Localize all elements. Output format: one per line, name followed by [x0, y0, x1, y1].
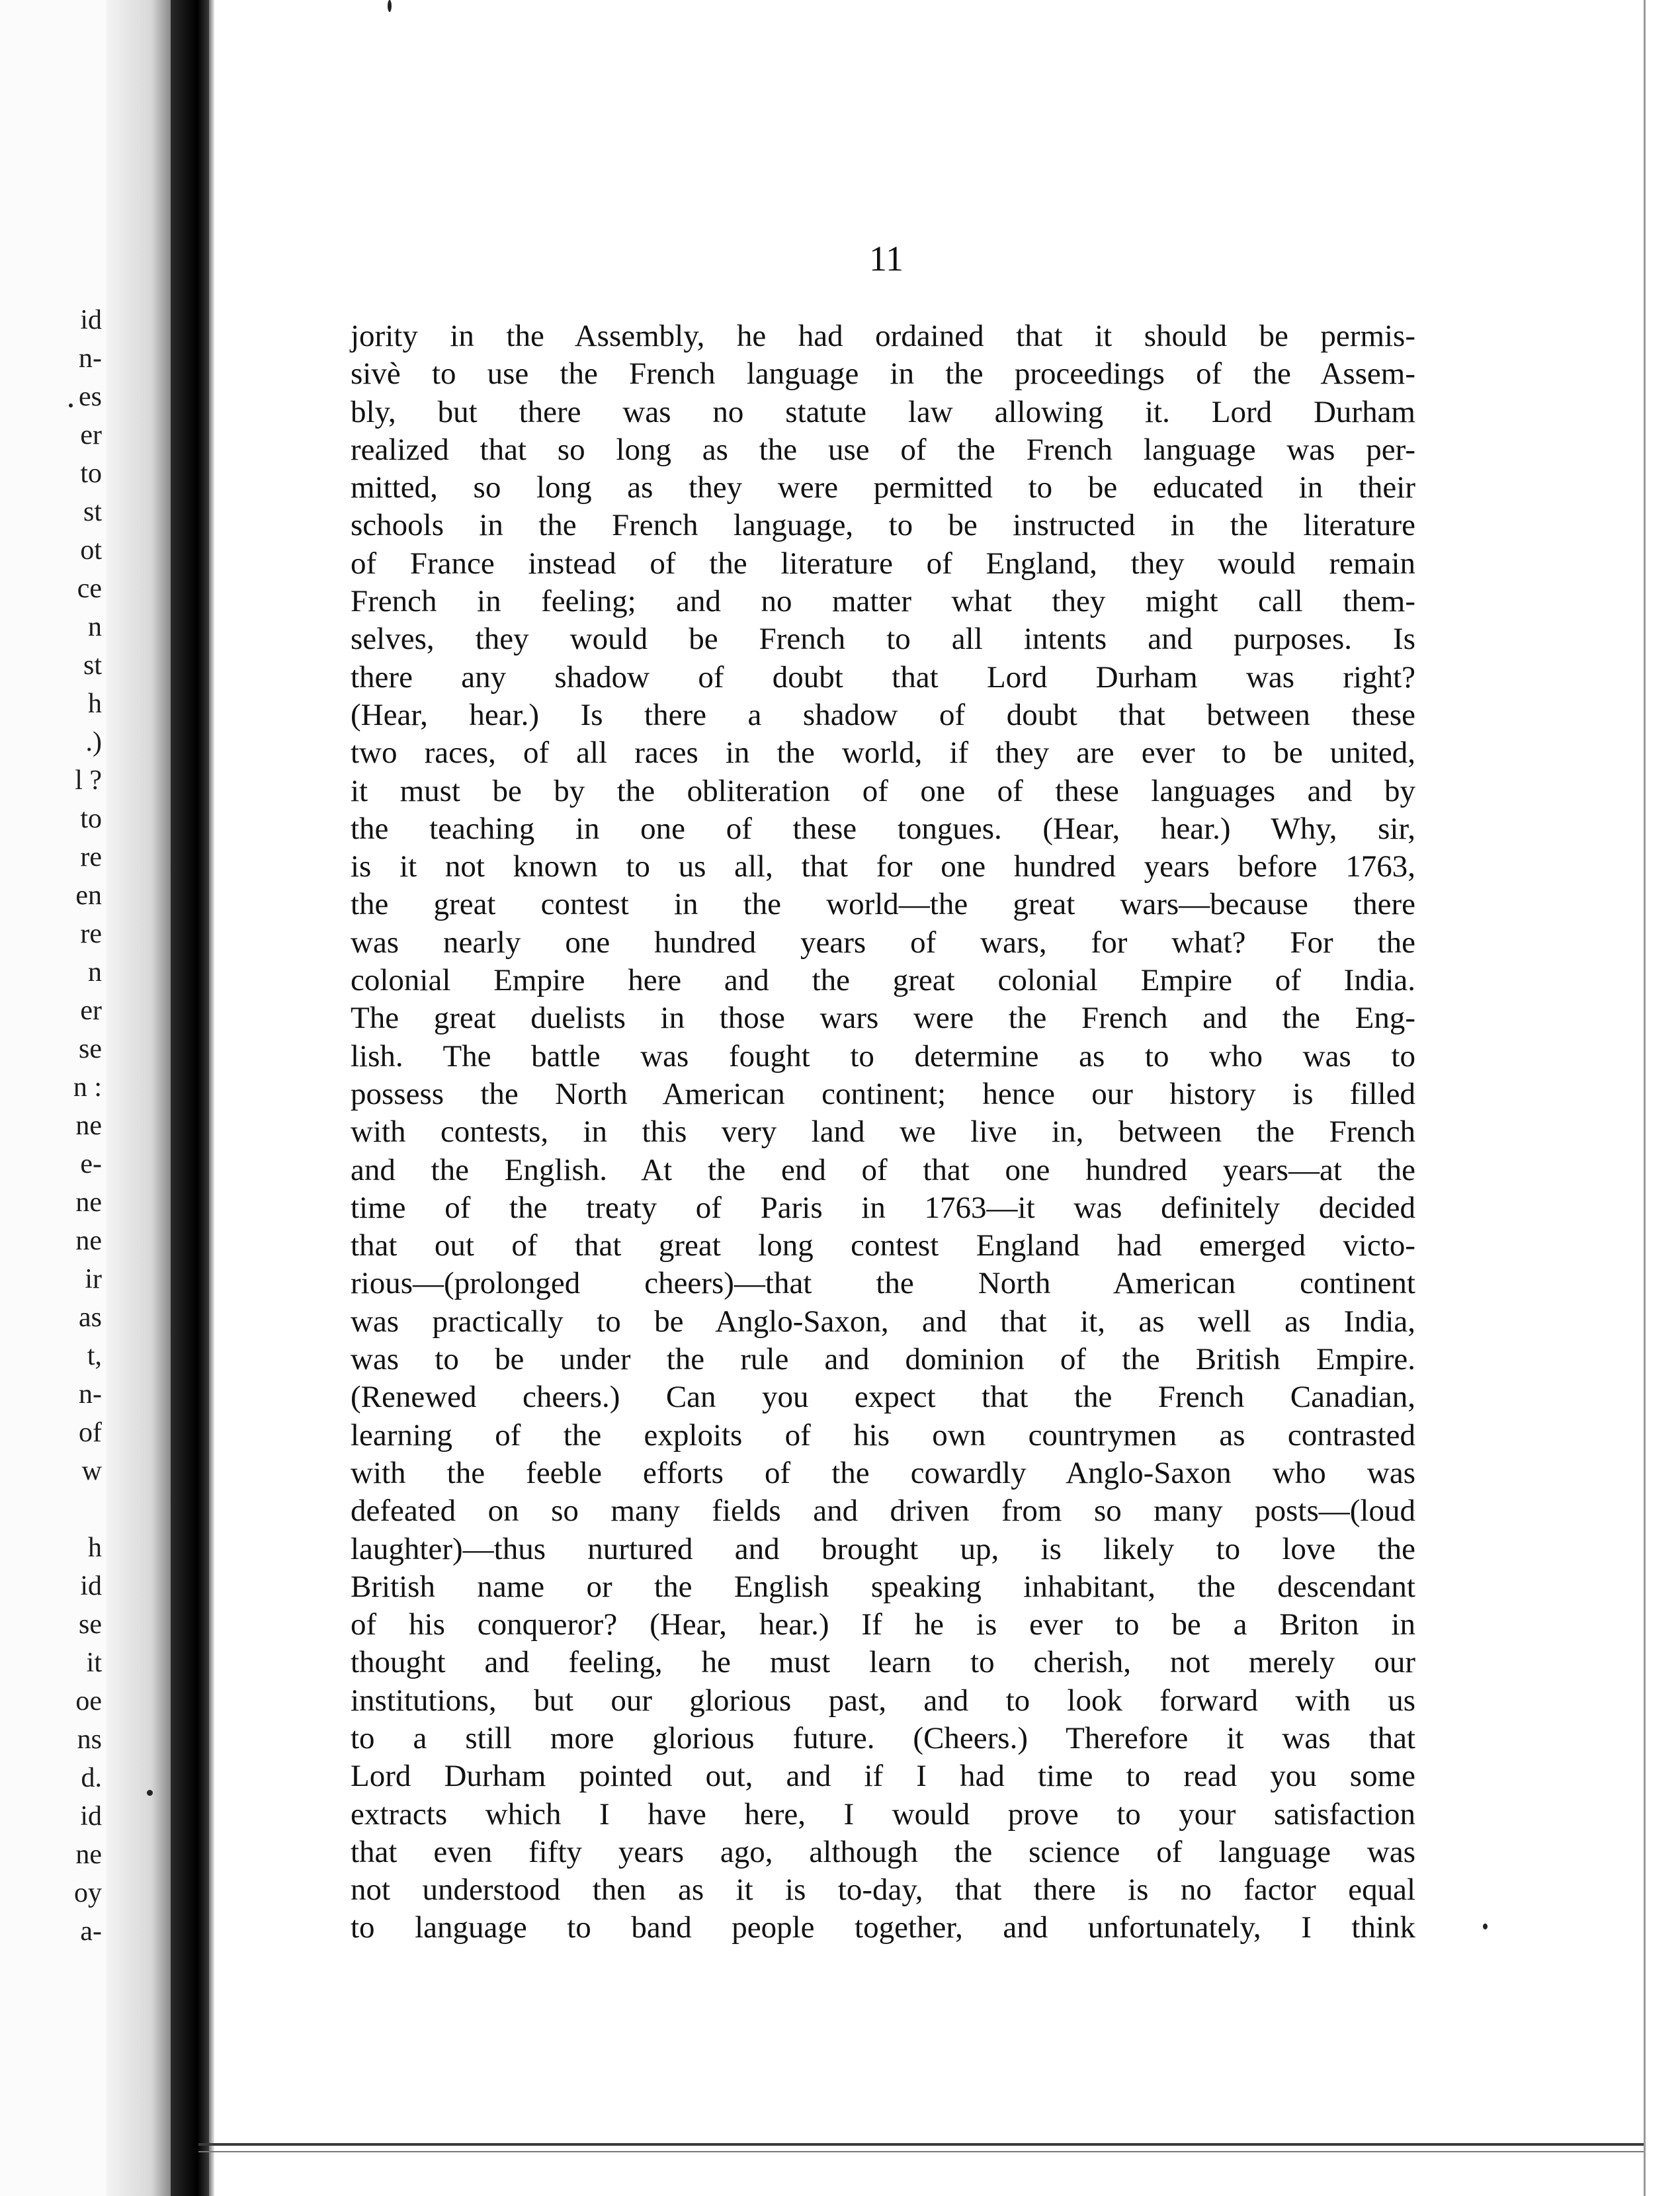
- text-line: the great contest in the world—the great wars—because there: [351, 887, 1415, 922]
- text-line: mitted, so long as they were permitted to be educated in their: [351, 470, 1415, 505]
- text-line: not understood then as it is to-day, that there is no factor equal: [351, 1873, 1415, 1908]
- facing-page-fragment: er: [80, 995, 102, 1026]
- facing-page-fragment: n: [88, 957, 102, 988]
- facing-page-fragment: a-: [80, 1916, 102, 1947]
- facing-page-fragment: st: [83, 497, 102, 527]
- text-line: colonial Empire here and the great colonial Empire of India.: [351, 963, 1415, 998]
- facing-page-fragment: [0, 1490, 106, 1529]
- facing-page-fragment: id: [80, 1801, 102, 1832]
- text-line: jority in the Assembly, he had ordained that it should be permis-: [351, 319, 1415, 353]
- ink-speck: [388, 0, 392, 12]
- text-line: two races, of all races in the world, if they are ever to be united,: [351, 736, 1415, 771]
- facing-page-fragment: er: [80, 420, 102, 450]
- text-line: and the English. At the end of that one hundred years—at the: [351, 1152, 1415, 1187]
- facing-page-fragment: to: [80, 804, 102, 834]
- ink-speck: [69, 403, 73, 407]
- text-line: it must be by the obliteration of one of these languages and by: [351, 773, 1415, 808]
- facing-page-fragment: ce: [77, 573, 102, 604]
- facing-page-fragment: se: [79, 1609, 102, 1640]
- facing-page-fragment: n: [88, 612, 102, 642]
- book-spine: [171, 0, 209, 2196]
- facing-page-fragment: d.: [81, 1763, 102, 1793]
- text-line: thought and feeling, he must learn to cherish, not merely our: [351, 1645, 1415, 1680]
- text-line: schools in the French language, to be instructed in the literature: [351, 508, 1415, 543]
- text-line: learning of the exploits of his own countrymen as contrasted: [351, 1417, 1415, 1453]
- page-number: 11: [869, 239, 903, 278]
- gutter-shadow: [106, 0, 171, 2196]
- facing-page-fragment: oe: [75, 1686, 102, 1716]
- text-line: defeated on so many fields and driven from so many posts—(loud: [351, 1494, 1415, 1529]
- facing-page-fragment: t,: [87, 1341, 102, 1371]
- text-line: The great duelists in those wars were the French and the Eng-: [351, 1001, 1415, 1036]
- ink-speck: [1483, 1923, 1488, 1929]
- text-line: realized that so long as the use of the French language was per-: [351, 432, 1415, 467]
- facing-page-fragment: ne: [75, 1839, 102, 1870]
- text-line: British name or the English speaking inhabitant, the descendant: [351, 1569, 1415, 1604]
- ink-speck: [147, 1790, 153, 1796]
- page-bottom-edge: [198, 2143, 1644, 2146]
- facing-page-fragment: ne: [75, 1187, 102, 1218]
- text-line: laughter)—thus nurtured and brought up, is likely to love the: [351, 1531, 1415, 1566]
- text-line: was nearly one hundred years of wars, for what? For the: [351, 925, 1415, 960]
- text-line: there any shadow of doubt that Lord Durham was right?: [351, 659, 1415, 695]
- text-line: selves, they would be French to all intents and purposes. Is: [351, 622, 1415, 657]
- page-right-edge: [1644, 0, 1680, 2196]
- page-edge-highlight: [209, 0, 214, 2196]
- facing-page-fragment: h: [88, 689, 102, 719]
- facing-page-fragment: e-: [80, 1149, 102, 1179]
- text-line: extracts which I have here, I would prove to your satisfaction: [351, 1796, 1415, 1832]
- facing-page-fragment: oy: [74, 1878, 102, 1908]
- text-line: the teaching in one of these tongues. (Hear, hear.) Why, sir,: [351, 811, 1415, 846]
- text-line: that out of that great long contest England had emerged victo-: [351, 1228, 1415, 1263]
- facing-page-fragment: .): [85, 727, 102, 757]
- text-line: of his conqueror? (Hear, hear.) If he is ever to be a Briton in: [351, 1607, 1415, 1642]
- facing-page-fragment: n :: [73, 1072, 102, 1103]
- page-bottom-edge-shadow: [198, 2151, 1644, 2152]
- facing-page-fragment: en: [75, 880, 102, 911]
- facing-page-fragment: es: [79, 382, 102, 412]
- text-line: was to be under the rule and dominion of the British Empire.: [351, 1342, 1415, 1377]
- text-line: rious—(prolonged cheers)—that the North American continent: [351, 1266, 1415, 1301]
- text-line: was practically to be Anglo-Saxon, and that it, as well as India,: [351, 1304, 1415, 1339]
- text-line: French in feeling; and no matter what they might call them-: [351, 584, 1415, 619]
- text-line: lish. The battle was fought to determine as to who was to: [351, 1038, 1415, 1074]
- facing-page-fragment: st: [83, 650, 102, 681]
- text-line: possess the North American continent; hence our history is filled: [351, 1076, 1415, 1111]
- facing-page-fragment: id: [80, 1571, 102, 1601]
- body-text: [351, 317, 1415, 1947]
- text-line: time of the treaty of Paris in 1763—it was definitely decided: [351, 1190, 1415, 1225]
- facing-page-text-fragments: [0, 301, 106, 1951]
- text-line: that even fifty years ago, although the science of language was: [351, 1834, 1415, 1869]
- text-line: institutions, but our glorious past, and to look forward with us: [351, 1683, 1415, 1718]
- text-line: of France instead of the literature of England, they would remain: [351, 546, 1415, 581]
- text-line: with contests, in this very land we live in, between the French: [351, 1115, 1415, 1150]
- text-line: to language to band people together, and unfortunately, I think: [351, 1910, 1415, 1945]
- facing-page-edge: [0, 0, 106, 2196]
- facing-page-fragment: of: [79, 1417, 102, 1448]
- text-line: is it not known to us all, that for one hundred years before 1763,: [351, 849, 1415, 884]
- facing-page-fragment: ne: [75, 1111, 102, 1141]
- facing-page-fragment: ir: [85, 1264, 102, 1294]
- facing-page-fragment: id: [80, 305, 102, 335]
- facing-page-fragment: ne: [75, 1226, 102, 1256]
- facing-page-fragment: ot: [80, 535, 102, 566]
- facing-page-fragment: n-: [79, 343, 102, 374]
- facing-page-fragment: ns: [77, 1724, 102, 1755]
- text-line: (Hear, hear.) Is there a shadow of doubt that between these: [351, 697, 1415, 732]
- facing-page-fragment: l ?: [75, 765, 102, 796]
- facing-page-fragment: to: [80, 458, 102, 489]
- text-line: Lord Durham pointed out, and if I had time to read you some: [351, 1759, 1415, 1794]
- text-line: bly, but there was no statute law allowing it. Lord Durham: [351, 394, 1415, 429]
- facing-page-fragment: as: [79, 1302, 102, 1333]
- facing-page-fragment: w: [81, 1456, 102, 1486]
- text-line: with the feeble efforts of the cowardly Anglo-Saxon who was: [351, 1455, 1415, 1490]
- text-line: to a still more glorious future. (Cheers.) Therefore it was that: [351, 1720, 1415, 1755]
- text-line: sivè to use the French language in the proceedings of the Assem-: [351, 357, 1415, 392]
- facing-page-fragment: re: [80, 919, 102, 949]
- text-line: (Renewed cheers.) Can you expect that the French Canadian,: [351, 1380, 1415, 1415]
- facing-page-fragment: it: [86, 1648, 102, 1678]
- facing-page-fragment: re: [80, 842, 102, 872]
- facing-page-fragment: se: [79, 1034, 102, 1064]
- facing-page-fragment: n-: [79, 1379, 102, 1410]
- facing-page-fragment: h: [88, 1533, 102, 1563]
